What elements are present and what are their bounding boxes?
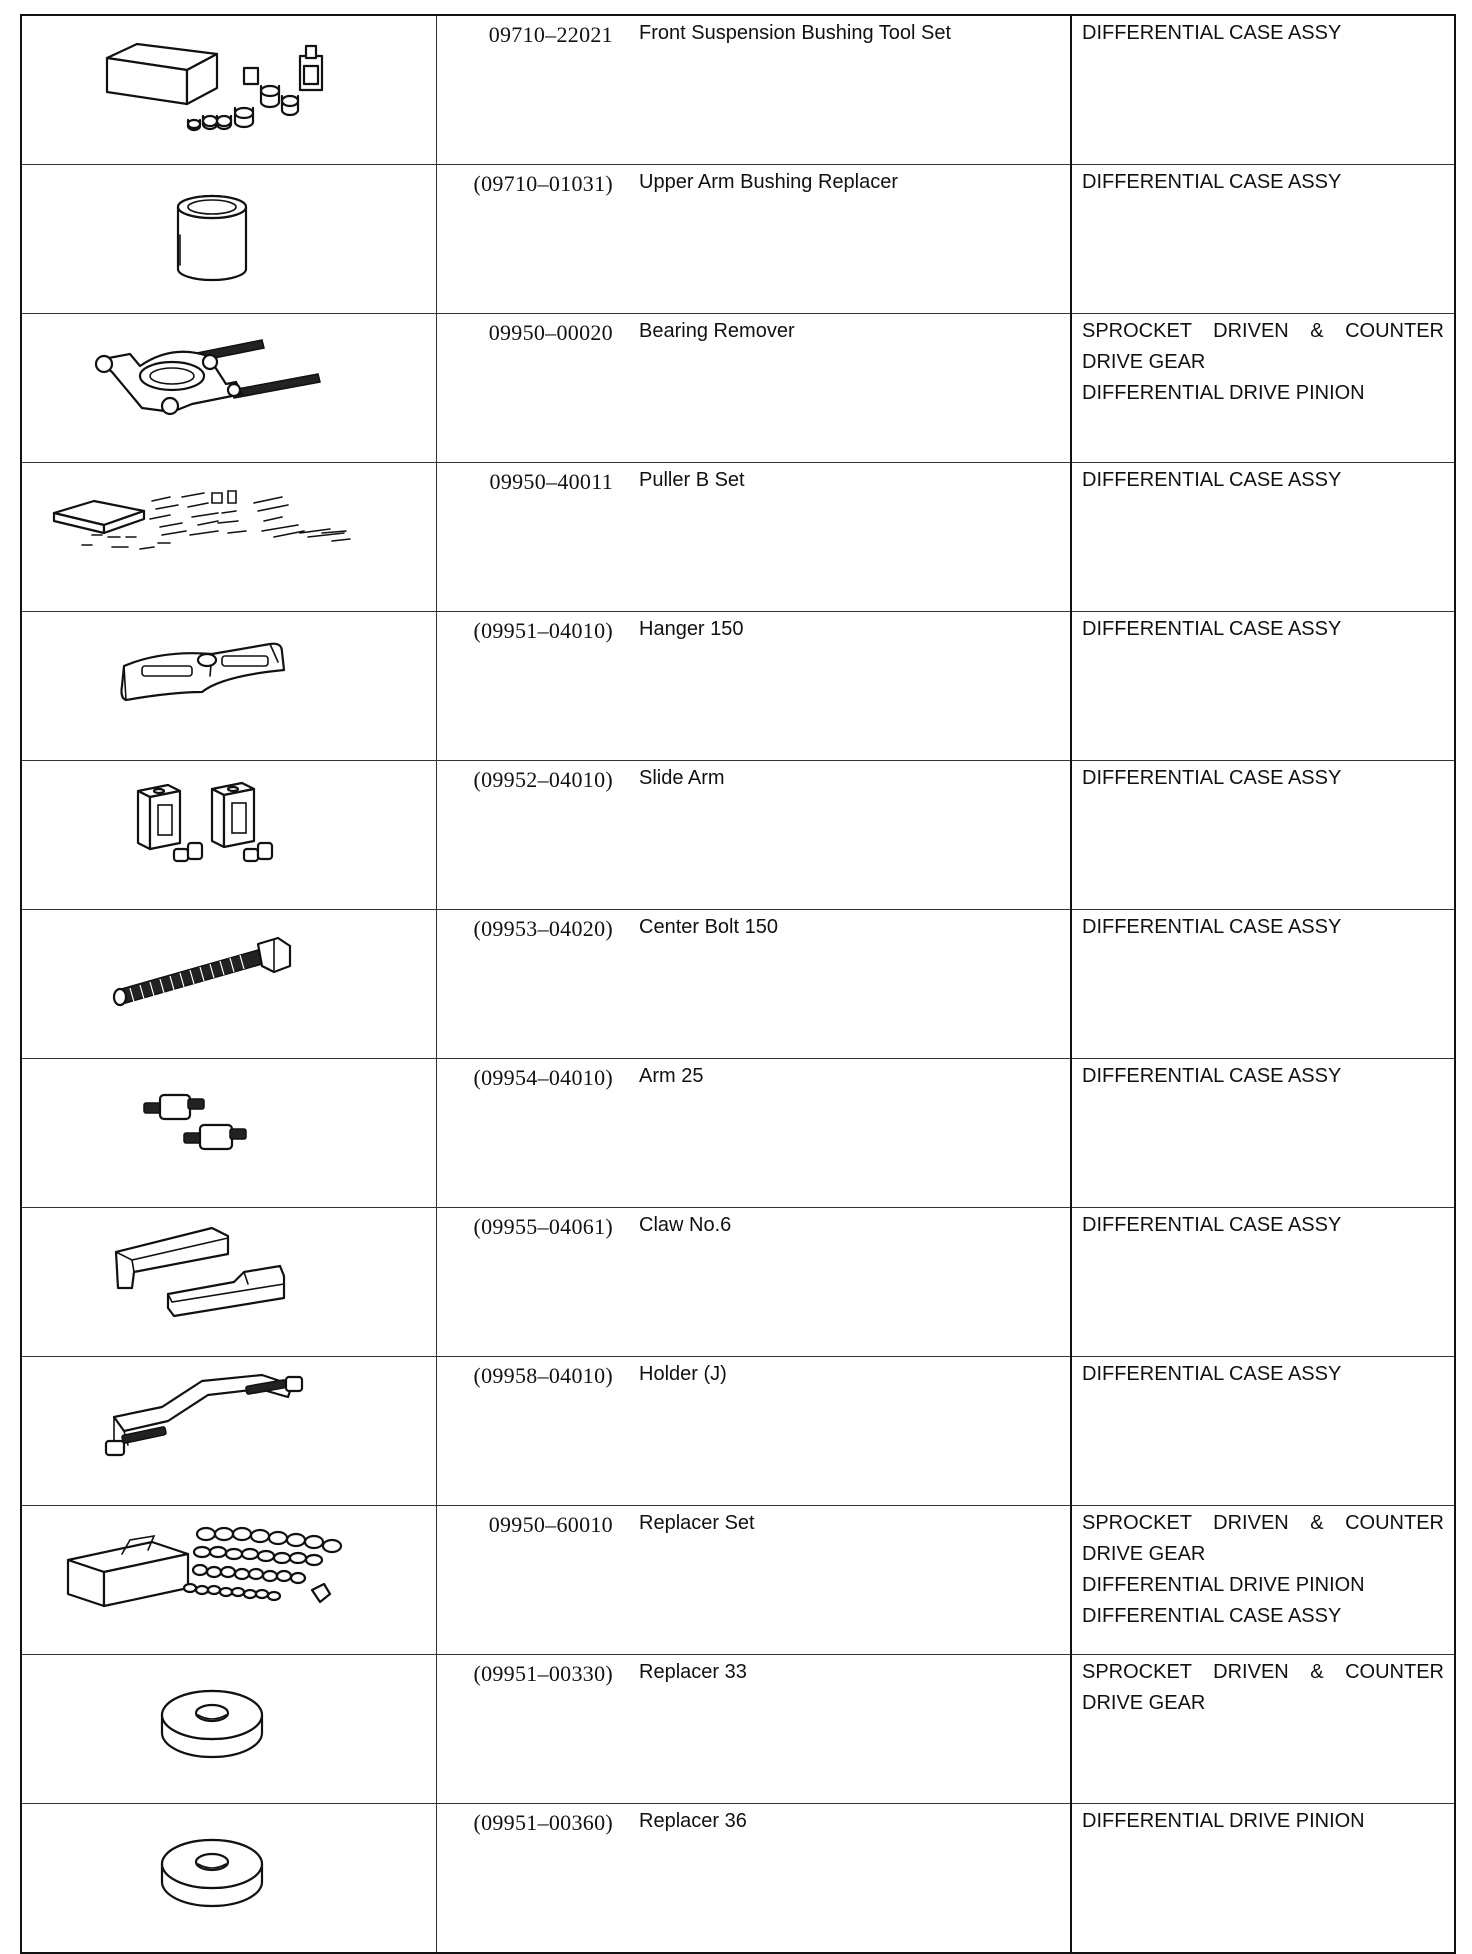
- table-row: [21, 1655, 1455, 1804]
- part-number-cell: [436, 910, 621, 1059]
- tool-illustration-cell: [21, 1357, 436, 1506]
- center-bolt-icon: [22, 910, 437, 1052]
- usage-line: SPROCKET DRIVEN & COUNTER: [1082, 320, 1444, 342]
- usage-line: DIFFERENTIAL CASE ASSY: [1082, 22, 1342, 44]
- part-number: (09951–04010): [473, 618, 613, 643]
- tool-name-cell: [621, 1059, 1071, 1208]
- usage-line: DIFFERENTIAL CASE ASSY: [1082, 171, 1342, 193]
- claw-icon: [22, 1208, 437, 1350]
- usage-cell: [1071, 1506, 1455, 1655]
- part-number: (09955–04061): [473, 1214, 613, 1239]
- tool-name: Front Suspension Bushing Tool Set: [639, 22, 952, 44]
- usage-cell: [1071, 1655, 1455, 1804]
- tool-name: Slide Arm: [639, 767, 725, 789]
- usage-line: DIFFERENTIAL DRIVE PINION: [1082, 382, 1365, 404]
- usage-line: DRIVE GEAR: [1082, 1543, 1206, 1565]
- part-number-cell: [436, 1357, 621, 1506]
- part-number: (09958–04010): [473, 1363, 613, 1388]
- puller-set-icon: [22, 463, 437, 605]
- tool-name: Bearing Remover: [639, 320, 795, 342]
- tool-name: Holder (J): [639, 1363, 727, 1385]
- tool-name-cell: [621, 314, 1071, 463]
- tool-illustration-cell: [21, 761, 436, 910]
- part-number: (09951–00330): [473, 1661, 613, 1686]
- part-number-cell: [436, 1655, 621, 1804]
- usage-line: DIFFERENTIAL CASE ASSY: [1082, 1363, 1342, 1385]
- tool-name-cell: [621, 1506, 1071, 1655]
- part-number: (09952–04010): [473, 767, 613, 792]
- tool-name-cell: [621, 910, 1071, 1059]
- usage-cell: [1071, 1804, 1455, 1954]
- slide-arm-icon: [22, 761, 437, 903]
- usage-cell: [1071, 1059, 1455, 1208]
- usage-cell: [1071, 761, 1455, 910]
- tool-illustration-cell: [21, 15, 436, 165]
- table-row: [21, 1804, 1455, 1954]
- table-row: [21, 612, 1455, 761]
- tool-name-cell: [621, 1208, 1071, 1357]
- usage-cell: [1071, 1208, 1455, 1357]
- part-number-cell: [436, 1804, 621, 1954]
- usage-line: DRIVE GEAR: [1082, 351, 1206, 373]
- table-row: [21, 761, 1455, 910]
- tool-name: Replacer Set: [639, 1512, 755, 1534]
- usage-line: DIFFERENTIAL CASE ASSY: [1082, 916, 1342, 938]
- usage-cell: [1071, 165, 1455, 314]
- part-number-cell: [436, 612, 621, 761]
- usage-cell: [1071, 314, 1455, 463]
- usage-line: DIFFERENTIAL DRIVE PINION: [1082, 1574, 1365, 1596]
- usage-cell: [1071, 1357, 1455, 1506]
- replacer-disc-icon: [22, 1804, 437, 1946]
- bushing-tool-set-icon: [22, 16, 437, 158]
- special-service-tools-table: [20, 14, 1456, 1954]
- part-number-cell: [436, 165, 621, 314]
- tool-illustration-cell: [21, 612, 436, 761]
- part-number-cell: [436, 1506, 621, 1655]
- usage-line: SPROCKET DRIVEN & COUNTER: [1082, 1512, 1444, 1534]
- tool-name: Replacer 33: [639, 1661, 747, 1683]
- tool-name: Replacer 36: [639, 1810, 747, 1832]
- table-row: [21, 1357, 1455, 1506]
- table-row: [21, 1506, 1455, 1655]
- bearing-remover-icon: [22, 314, 437, 456]
- tool-name: Upper Arm Bushing Replacer: [639, 171, 899, 193]
- table-row: [21, 314, 1455, 463]
- hanger-icon: [22, 612, 437, 754]
- usage-line: DIFFERENTIAL DRIVE PINION: [1082, 1810, 1365, 1832]
- tool-name: Hanger 150: [639, 618, 744, 640]
- bushing-replacer-icon: [22, 165, 437, 307]
- usage-cell: [1071, 463, 1455, 612]
- tool-illustration-cell: [21, 463, 436, 612]
- part-number: (09953–04020): [473, 916, 613, 941]
- usage-line: DIFFERENTIAL CASE ASSY: [1082, 469, 1342, 491]
- part-number: (09710–01031): [473, 171, 613, 196]
- part-number: (09954–04010): [473, 1065, 613, 1090]
- tools-table-body: [21, 15, 1455, 1953]
- tool-illustration-cell: [21, 910, 436, 1059]
- part-number: (09951–00360): [473, 1810, 613, 1835]
- usage-cell: [1071, 910, 1455, 1059]
- tool-illustration-cell: [21, 1208, 436, 1357]
- part-number: 09950–00020: [488, 320, 613, 345]
- usage-cell: [1071, 612, 1455, 761]
- tool-illustration-cell: [21, 165, 436, 314]
- tool-illustration-cell: [21, 1655, 436, 1804]
- holder-icon: [22, 1357, 437, 1499]
- tool-name-cell: [621, 1357, 1071, 1506]
- usage-line: DIFFERENTIAL CASE ASSY: [1082, 618, 1342, 640]
- arm-icon: [22, 1059, 437, 1201]
- usage-cell: [1071, 15, 1455, 165]
- part-number: 09950–60010: [488, 1512, 613, 1537]
- table-row: [21, 165, 1455, 314]
- table-row: [21, 910, 1455, 1059]
- usage-line: DIFFERENTIAL CASE ASSY: [1082, 1065, 1342, 1087]
- tool-name: Puller B Set: [639, 469, 745, 491]
- part-number-cell: [436, 15, 621, 165]
- tool-name-cell: [621, 165, 1071, 314]
- tool-illustration-cell: [21, 1506, 436, 1655]
- replacer-set-icon: [22, 1506, 437, 1648]
- tool-name-cell: [621, 1804, 1071, 1954]
- tool-name: Arm 25: [639, 1065, 704, 1087]
- tool-illustration-cell: [21, 1059, 436, 1208]
- table-row: [21, 463, 1455, 612]
- tool-name: Claw No.6: [639, 1214, 732, 1236]
- usage-line: SPROCKET DRIVEN & COUNTER: [1082, 1661, 1444, 1683]
- tool-name-cell: [621, 761, 1071, 910]
- usage-line: DIFFERENTIAL CASE ASSY: [1082, 1605, 1342, 1627]
- tool-name-cell: [621, 612, 1071, 761]
- part-number: 09710–22021: [488, 22, 613, 47]
- part-number-cell: [436, 1059, 621, 1208]
- tool-name-cell: [621, 1655, 1071, 1804]
- table-row: [21, 1059, 1455, 1208]
- table-row: [21, 1208, 1455, 1357]
- part-number-cell: [436, 1208, 621, 1357]
- part-number: 09950–40011: [489, 469, 613, 494]
- tool-illustration-cell: [21, 1804, 436, 1954]
- usage-line: DIFFERENTIAL CASE ASSY: [1082, 1214, 1342, 1236]
- part-number-cell: [436, 314, 621, 463]
- tool-name-cell: [621, 463, 1071, 612]
- part-number-cell: [436, 463, 621, 612]
- usage-line: DIFFERENTIAL CASE ASSY: [1082, 767, 1342, 789]
- tool-name-cell: [621, 15, 1071, 165]
- table-row: [21, 15, 1455, 165]
- replacer-disc-icon: [22, 1655, 437, 1797]
- part-number-cell: [436, 761, 621, 910]
- tool-name: Center Bolt 150: [639, 916, 778, 938]
- usage-line: DRIVE GEAR: [1082, 1692, 1206, 1714]
- tool-illustration-cell: [21, 314, 436, 463]
